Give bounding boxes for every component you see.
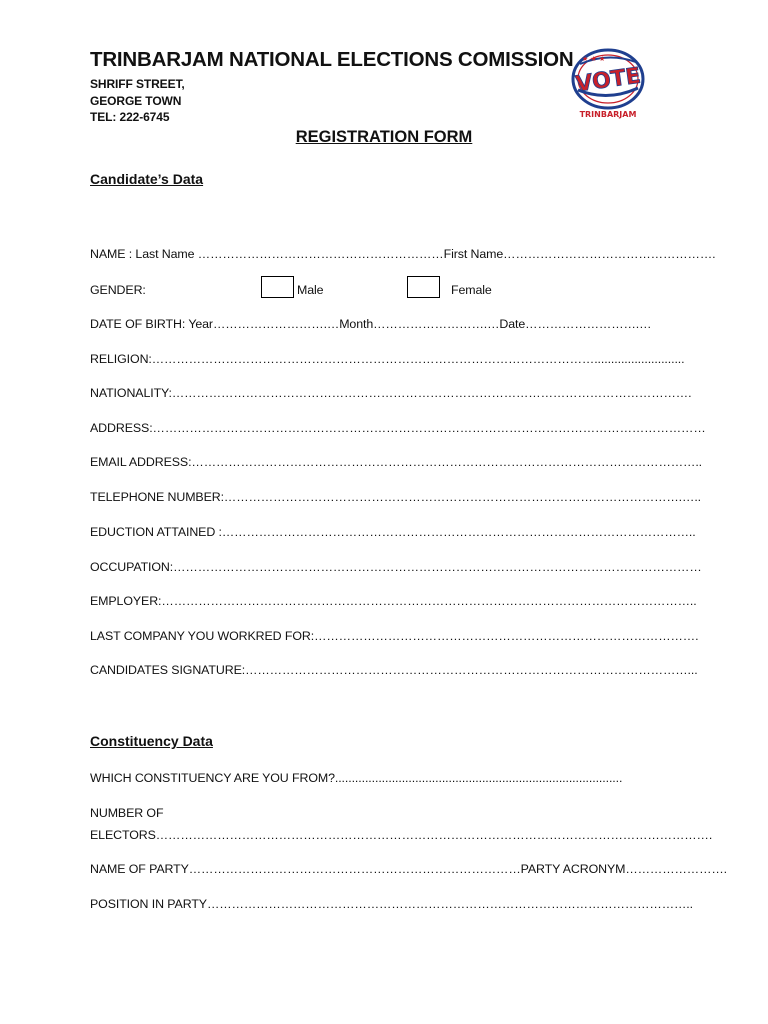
party-position-field[interactable]: POSITION IN PARTY……………………………………………………………………………………………………….. — [90, 897, 693, 911]
gender-label: GENDER: — [90, 283, 146, 297]
vote-logo — [568, 44, 652, 122]
electors-field[interactable]: ELECTORS………………………………………………………………………………………………………………………. — [90, 828, 713, 842]
logo-vote-text: VOTE — [574, 63, 643, 98]
religion-field[interactable]: RELIGION:………………………………………………………………………………………………........................... — [90, 352, 685, 366]
last-company-field[interactable]: LAST COMPANY YOU WORKRED FOR:…………………………………………………………………………………. — [90, 629, 699, 643]
address-line-2: GEORGE TOWN — [90, 94, 182, 108]
electors-label: NUMBER OF — [90, 806, 164, 820]
male-checkbox[interactable] — [261, 276, 294, 298]
address-field[interactable]: ADDRESS:……………………………………………………………………………………………………………………… — [90, 421, 706, 435]
male-label: Male — [297, 283, 324, 297]
telephone-field[interactable]: TELEPHONE NUMBER:………………………………………………………………………………………………….….. — [90, 490, 702, 504]
constituency-field[interactable]: WHICH CONSTITUENCY ARE YOU FROM?...................................................................................... — [90, 771, 623, 785]
constituency-section-heading: Constituency Data — [90, 733, 213, 749]
dob-field[interactable]: DATE OF BIRTH: Year……………………….…Month……………………….…Date……………………….… — [90, 317, 652, 331]
education-field[interactable]: EDUCTION ATTAINED :…………………………………………………………………………………………………….. — [90, 525, 696, 539]
email-field[interactable]: EMAIL ADDRESS:…………………………………………………………………………………………………………….. — [90, 455, 703, 469]
female-label: Female — [451, 283, 492, 297]
candidate-section-heading: Candidate’s Data — [90, 171, 204, 187]
name-field[interactable]: NAME : Last Name ……………………………………………………First Name……………………………………………. — [90, 247, 716, 261]
address-line-1: SHRIFF STREET, — [90, 77, 185, 91]
occupation-field[interactable]: OCCUPATION:………………………………………………………………………………………………………………… — [90, 560, 702, 574]
logo-stars: ★ ★ ★ — [582, 55, 606, 63]
employer-field[interactable]: EMPLOYER:………………………………………………………………………………………………………………….. — [90, 594, 697, 608]
nationality-field[interactable]: NATIONALITY:………………………………………………………………………………………………………………. — [90, 386, 692, 400]
form-title: REGISTRATION FORM — [295, 128, 473, 146]
signature-field[interactable]: CANDIDATES SIGNATURE:………………………………………………………………………………………………... — [90, 663, 698, 677]
commission-title: TRINBARJAM NATIONAL ELECTIONS COMISSION — [90, 48, 574, 71]
phone-number: TEL: 222-6745 — [90, 110, 170, 124]
logo-caption: TRINBARJAM — [579, 110, 637, 119]
female-checkbox[interactable] — [407, 276, 440, 298]
party-name-field[interactable]: NAME OF PARTY………………………………………………………………………PARTY ACRONYM……………………. — [90, 862, 728, 876]
